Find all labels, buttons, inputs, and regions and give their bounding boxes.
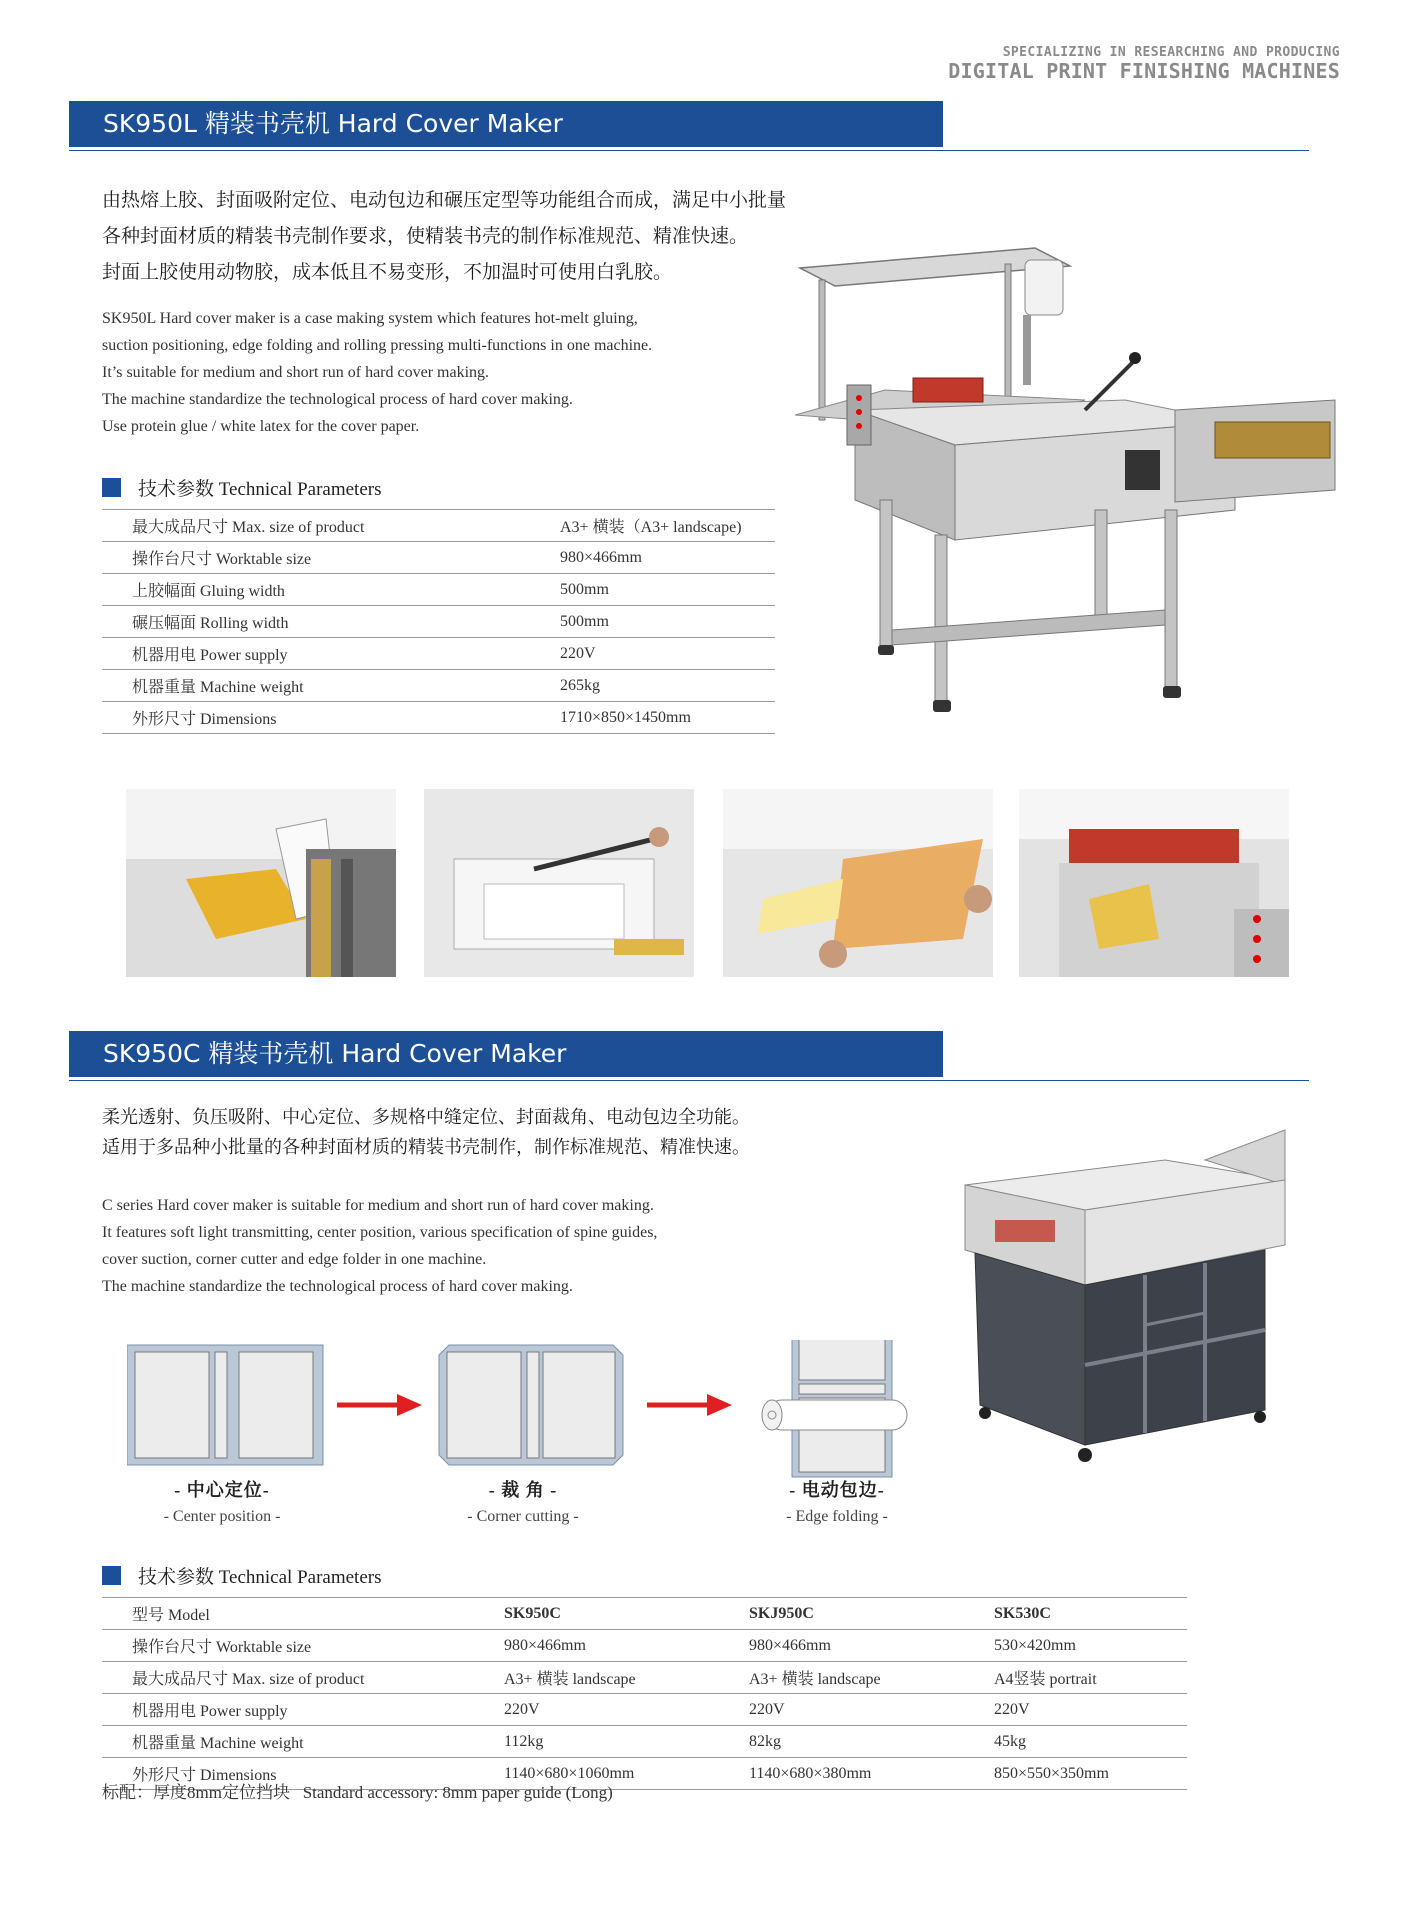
table-header-cell: SKJ950C: [749, 1598, 994, 1630]
tagline-line-2: DIGITAL PRINT FINISHING MACHINES: [948, 59, 1340, 83]
sk950c-spec-table: [102, 1597, 1187, 1790]
sk950l-cn-line: 各种封面材质的精装书壳制作要求，使精装书壳的制作标准规范、精准快速。: [102, 225, 749, 247]
table-cell: 机器重量 Machine weight: [102, 1726, 504, 1758]
spec-value: 220V: [560, 638, 775, 670]
corner-cutting-photo: [723, 789, 993, 977]
step-caption-edge-folding: [722, 1476, 952, 1526]
table-cell: 机器用电 Power supply: [102, 1694, 504, 1726]
company-tagline: [948, 46, 1340, 81]
step-caption-en: - Edge folding -: [786, 1508, 888, 1525]
sk950c-cn-line: 适用于多品种小批量的各种封面材质的精装书壳制作，制作标准规范、精准快速。: [102, 1137, 750, 1158]
table-row: [102, 542, 775, 574]
table-cell: 850×550×350mm: [994, 1758, 1187, 1790]
table-cell: 220V: [749, 1694, 994, 1726]
table-row: [102, 1662, 1187, 1694]
step-caption-cn: - 裁 角 -: [488, 1480, 558, 1500]
sk950l-english-description: [102, 305, 652, 440]
spec-label: 操作台尺寸 Worktable size: [102, 542, 560, 574]
square-bullet-icon: [102, 1566, 121, 1585]
arrow-right-icon: [647, 1394, 732, 1416]
step-caption-corner-cutting: [408, 1476, 638, 1526]
tagline-line-1: SPECIALIZING IN RESEARCHING AND PRODUCING: [1002, 45, 1340, 60]
sk950c-params-heading-text: 技术参数 Technical Parameters: [138, 1567, 382, 1588]
sk950l-en-line: SK950L Hard cover maker is a case making system which features hot-melt gluing,: [102, 310, 638, 327]
spec-value: A3+ 横装（A3+ landscape): [560, 510, 775, 542]
sk950l-title-bar: SK950L 精装书壳机 Hard Cover Maker: [69, 101, 943, 147]
sk950c-en-line: C series Hard cover maker is suitable for medium and short run of hard cover making.: [102, 1197, 654, 1214]
sk950c-title-bar: SK950C 精装书壳机 Hard Cover Maker: [69, 1031, 943, 1077]
spec-value: 500mm: [560, 606, 775, 638]
step-caption-center-position: [107, 1476, 337, 1526]
sk950c-rule: [69, 1080, 1309, 1081]
sk950l-params-heading-text: 技术参数 Technical Parameters: [138, 479, 382, 500]
spec-label: 碾压幅面 Rolling width: [102, 606, 560, 638]
table-row: [102, 1694, 1187, 1726]
sk950l-en-line: suction positioning, edge folding and rolling pressing multi-functions in one machine.: [102, 337, 653, 354]
table-row: [102, 1726, 1187, 1758]
table-cell: 45kg: [994, 1726, 1187, 1758]
sk950c-machine-photo: [955, 1125, 1295, 1475]
sk950l-en-line: The machine standardize the technological process of hard cover making.: [102, 391, 573, 408]
sk950l-chinese-description: [102, 182, 786, 290]
spec-label: 最大成品尺寸 Max. size of product: [102, 510, 560, 542]
table-cell: 220V: [504, 1694, 749, 1726]
table-header-cell: 型号 Model: [102, 1598, 504, 1630]
spec-label: 机器用电 Power supply: [102, 638, 560, 670]
table-cell: 220V: [994, 1694, 1187, 1726]
table-row: [102, 574, 775, 606]
center-position-photo: [424, 789, 694, 977]
table-row: [102, 702, 775, 734]
table-row: [102, 670, 775, 702]
sk950c-cn-line: 柔光透射、负压吸附、中心定位、多规格中缝定位、封面裁角、电动包边全功能。: [102, 1107, 750, 1128]
sk950l-rule: [69, 150, 1309, 151]
table-cell: 1140×680×380mm: [749, 1758, 994, 1790]
table-cell: 112kg: [504, 1726, 749, 1758]
corner-cutting-diagram: [439, 1345, 623, 1465]
table-cell: A4竖装 portrait: [994, 1662, 1187, 1694]
table-cell: A3+ 横装 landscape: [749, 1662, 994, 1694]
spec-value: 1710×850×1450mm: [560, 702, 775, 734]
table-cell: 外形尺寸 Dimensions: [102, 1758, 504, 1790]
center-position-diagram: [127, 1345, 323, 1465]
table-cell: 980×466mm: [504, 1630, 749, 1662]
table-cell: 530×420mm: [994, 1630, 1187, 1662]
step-caption-cn: - 中心定位-: [174, 1480, 270, 1500]
sk950c-en-line: cover suction, corner cutter and edge folder in one machine.: [102, 1251, 487, 1268]
table-row: [102, 510, 775, 542]
spec-label: 机器重量 Machine weight: [102, 670, 560, 702]
table-row: [102, 606, 775, 638]
sk950l-params-heading: [102, 474, 381, 501]
arrow-right-icon: [337, 1394, 422, 1416]
edge-folding-photo: [1019, 789, 1289, 977]
table-row: [102, 1630, 1187, 1662]
table-cell: 980×466mm: [749, 1630, 994, 1662]
sk950l-spec-table: [102, 509, 775, 734]
table-cell: 最大成品尺寸 Max. size of product: [102, 1662, 504, 1694]
table-row: [102, 638, 775, 670]
table-cell: A3+ 横装 landscape: [504, 1662, 749, 1694]
sk950l-cn-line: 封面上胶使用动物胶，成本低且不易变形，不加温时可使用白乳胶。: [102, 261, 673, 283]
gluing-detail-photo: [126, 789, 396, 977]
table-header-row: [102, 1598, 1187, 1630]
sk950c-en-line: It features soft light transmitting, center position, various specification of spine guides,: [102, 1224, 658, 1241]
edge-folding-diagram: [762, 1340, 907, 1477]
table-cell: 82kg: [749, 1726, 994, 1758]
step-caption-cn: - 电动包边-: [789, 1480, 885, 1500]
table-header-cell: SK530C: [994, 1598, 1187, 1630]
step-caption-en: - Corner cutting -: [467, 1508, 579, 1525]
process-diagram: [127, 1340, 927, 1480]
sk950l-en-line: It’s suitable for medium and short run of hard cover making.: [102, 364, 490, 381]
spec-label: 外形尺寸 Dimensions: [102, 702, 560, 734]
table-cell: 1140×680×1060mm: [504, 1758, 749, 1790]
sk950l-cn-line: 由热熔上胶、封面吸附定位、电动包边和碾压定型等功能组合而成，满足中小批量: [102, 189, 787, 211]
spec-value: 265kg: [560, 670, 775, 702]
sk950c-english-description: [102, 1192, 657, 1300]
square-bullet-icon: [102, 478, 121, 497]
sk950c-chinese-description: [102, 1103, 750, 1163]
spec-value: 980×466mm: [560, 542, 775, 574]
spec-label: 上胶幅面 Gluing width: [102, 574, 560, 606]
table-header-cell: SK950C: [504, 1598, 749, 1630]
sk950c-en-line: The machine standardize the technological process of hard cover making.: [102, 1278, 573, 1295]
spec-value: 500mm: [560, 574, 775, 606]
table-cell: 操作台尺寸 Worktable size: [102, 1630, 504, 1662]
standard-accessory-note: 标配：厚度8mm定位挡块 Standard accessory: 8mm paper guide (Long): [102, 1783, 613, 1802]
step-caption-en: - Center position -: [163, 1508, 281, 1525]
sk950l-en-line: Use protein glue / white latex for the cover paper.: [102, 418, 420, 435]
sk950c-params-heading: [102, 1562, 381, 1589]
sk950l-machine-photo: [795, 240, 1350, 720]
